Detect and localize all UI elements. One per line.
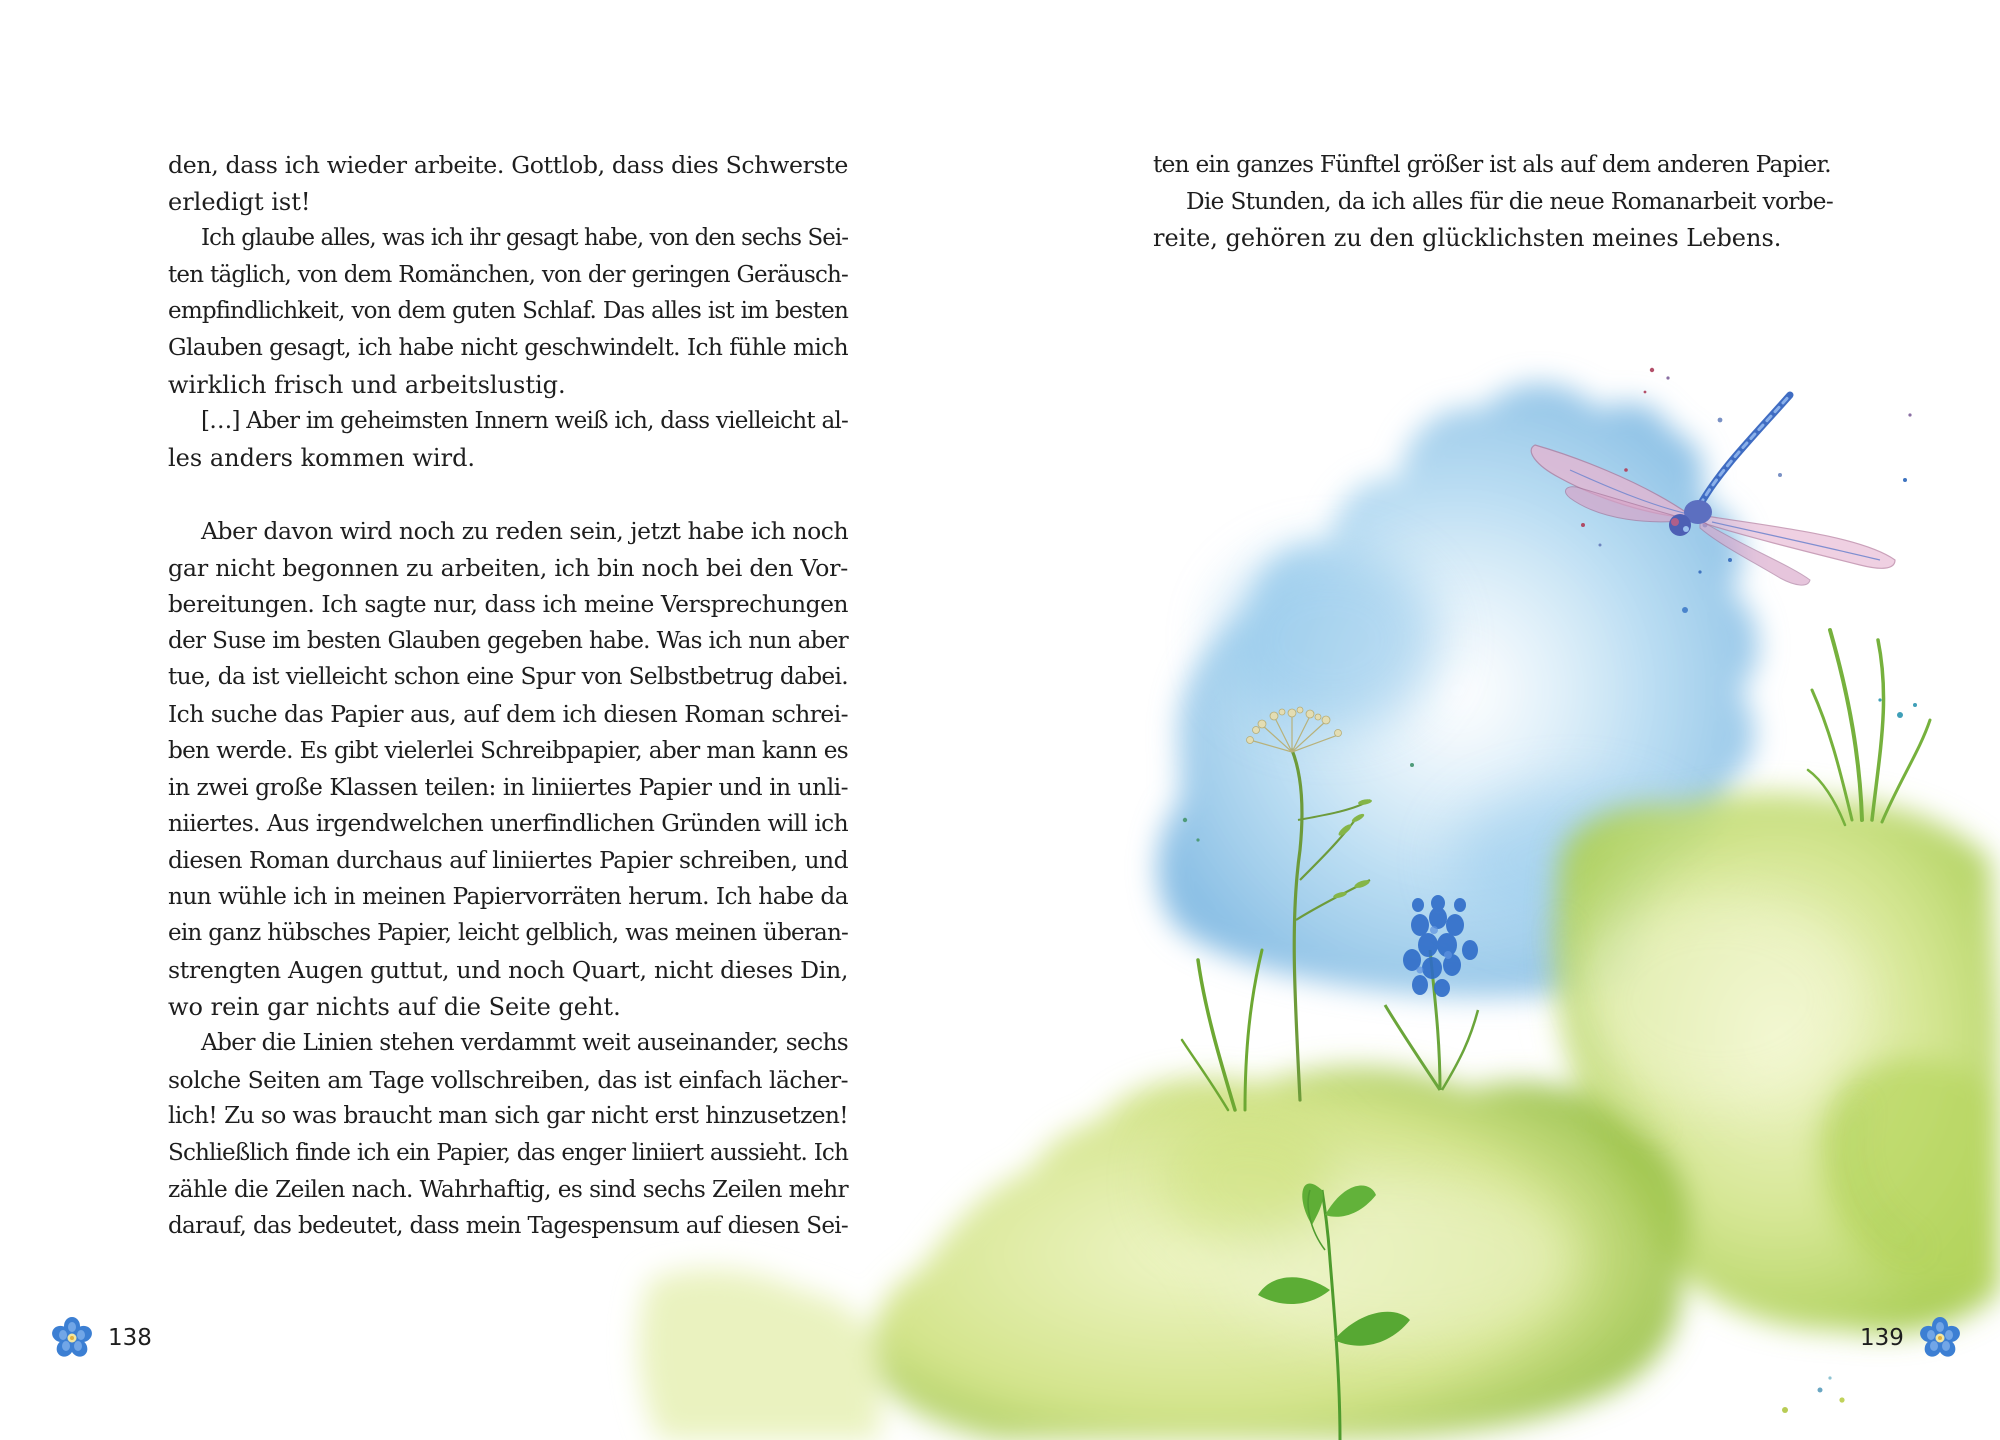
paragraph (1153, 147, 1833, 184)
text-line: ein ganz hübsches Papier, leicht gelblich, was meinen überan- (168, 920, 848, 947)
paragraph (168, 1025, 848, 1245)
text-line: Die Stunden, da ich alles für die neue Romanarbeit vorbe- (1186, 187, 1833, 215)
text-line: tue, da ist vielleicht schon eine Spur von Selbstbetrug dabei. (168, 663, 848, 691)
text-line: der Suse im besten Glauben gegeben habe. Was ich nun aber (168, 627, 848, 654)
left-page-body (168, 147, 848, 1245)
paragraph (168, 513, 848, 1025)
text-line: solche Seiten am Tage vollschreiben, das ist einfach lächer- (168, 1065, 848, 1094)
paragraph (168, 220, 848, 403)
grass-icon (1808, 630, 1930, 825)
paragraph (1153, 184, 1833, 257)
text-line: Glauben gesagt, ich habe nicht geschwindelt. Ich fühle mich (168, 333, 848, 361)
right-page-folio (1860, 1318, 1962, 1358)
paragraph (168, 147, 848, 220)
text-line: diesen Roman durchaus auf liniiertes Papier schreiben, und (168, 846, 848, 875)
text-line: les anders kommen wird. (168, 443, 476, 472)
text-line: strengten Augen guttut, und noch Quart, nicht dieses Din, (168, 956, 848, 985)
page-number: 138 (108, 1325, 152, 1351)
text-line: gar nicht begonnen zu arbeiten, ich bin noch bei den Vor- (168, 553, 848, 582)
text-line: nun wühle ich in meinen Papiervorräten herum. Ich habe da (168, 882, 848, 910)
text-line: lich! Zu so was braucht man sich gar nicht erst hinzusetzen! (168, 1102, 848, 1130)
paragraph (168, 403, 848, 476)
text-line: Aber davon wird noch zu reden sein, jetzt habe ich noch (201, 516, 849, 545)
text-line: zähle die Zeilen nach. Wahrhaftig, es sind sechs Zeilen mehr (168, 1175, 848, 1203)
text-line: empfindlichkeit, von dem guten Schlaf. Das alles ist im besten (168, 298, 848, 325)
text-line: Schließlich finde ich ein Papier, das enger liniiert aussieht. Ich (168, 1140, 848, 1167)
text-line: ten ein ganzes Fünftel größer ist als auf dem anderen Papier. (1153, 151, 1831, 178)
text-line: den, dass ich wieder arbeite. Gottlob, dass dies Schwerste (168, 151, 848, 179)
left-page-folio (50, 1318, 152, 1358)
right-page-body (1153, 147, 1833, 257)
text-line: in zwei große Klassen teilen: in liniiertes Papier und in unli- (168, 773, 848, 802)
text-line: ten täglich, von dem Romänchen, von der geringen Geräusch- (168, 261, 848, 288)
text-line: niiertes. Aus irgendwelchen unerfindlichen Gründen will ich (168, 809, 848, 837)
text-line: ben werde. Es gibt vielerlei Schreibpapier, aber man kann es (168, 736, 848, 764)
page-number: 139 (1860, 1325, 1904, 1351)
text-line: […] Aber im geheimsten Innern weiß ich, dass vielleicht al- (201, 408, 848, 435)
text-line: bereitungen. Ich sagte nur, dass ich meine Versprechungen (168, 590, 848, 619)
text-line: erledigt ist! (168, 187, 311, 216)
text-line: reite, gehören zu den glücklichsten meines Lebens. (1153, 224, 1782, 253)
text-line: Ich suche das Papier aus, auf dem ich diesen Roman schrei- (168, 699, 848, 728)
forget-me-not-icon (50, 1316, 94, 1360)
text-line: darauf, das bedeutet, dass mein Tagespensum auf diesen Sei- (168, 1213, 848, 1240)
text-line: Ich glaube alles, was ich ihr gesagt habe, von den sechs Sei- (201, 225, 848, 252)
text-line: wo rein gar nichts auf die Seite geht. (168, 992, 621, 1021)
text-line: wirklich frisch und arbeitslustig. (168, 370, 566, 399)
section-break (168, 476, 848, 513)
text-line: Aber die Linien stehen verdammt weit auseinander, sechs (201, 1029, 848, 1057)
forget-me-not-icon (1918, 1316, 1962, 1360)
